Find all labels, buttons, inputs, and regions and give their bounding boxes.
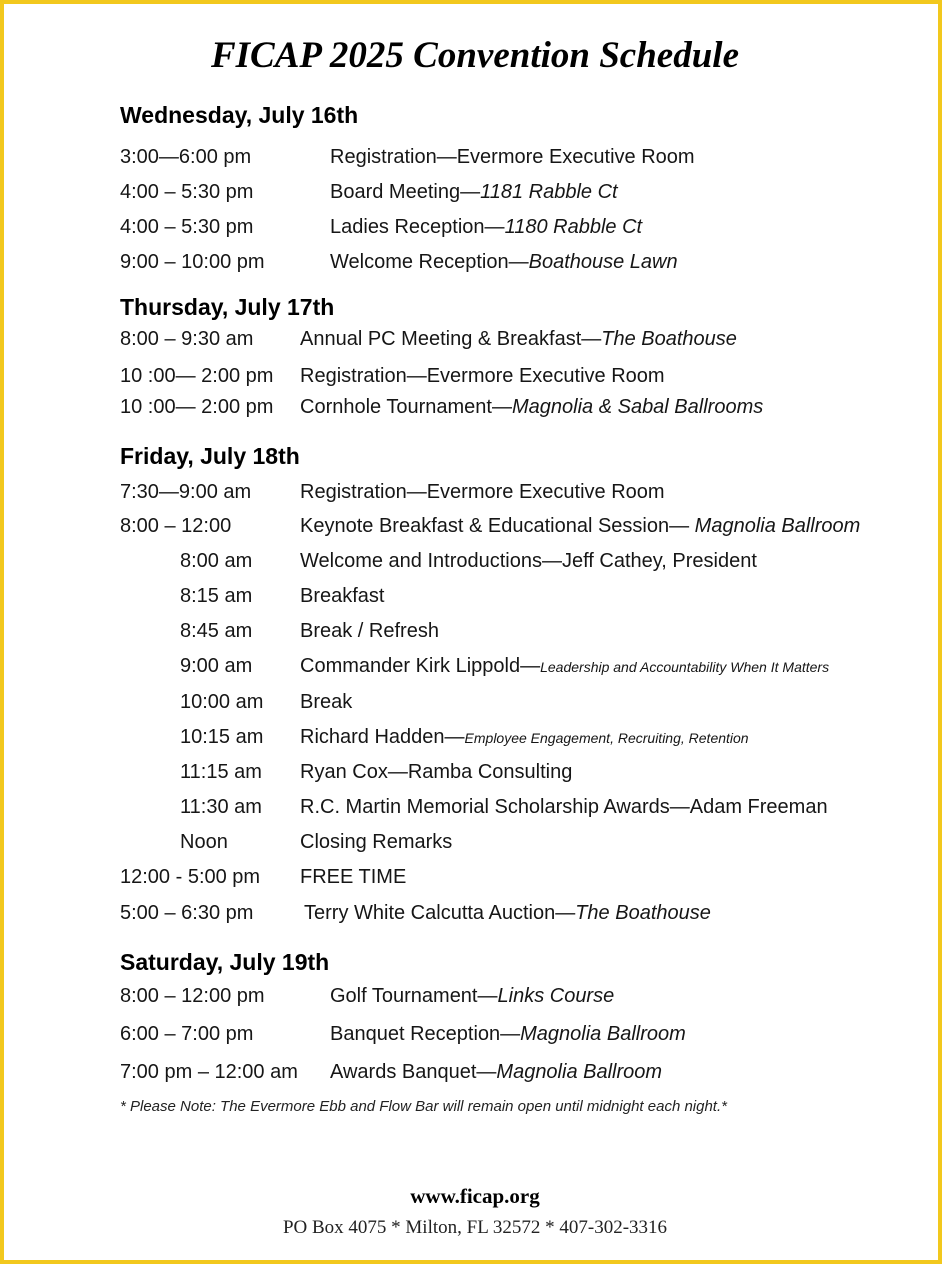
website-link[interactable]: www.ficap.org <box>410 1184 540 1208</box>
row-venue: Boathouse Lawn <box>528 251 678 273</box>
row-activity: Breakfast <box>300 585 385 607</box>
row-venue: 1180 Rabble Ct <box>504 216 643 238</box>
row-venue: Magnolia Ballroom <box>520 1023 686 1045</box>
row-activity: Closing Remarks <box>300 831 453 853</box>
row-time: 10 :00— 2:00 pm <box>120 396 274 418</box>
row-time: 8:45 am <box>180 620 253 642</box>
row-time: 6:00 – 7:00 pm <box>120 1023 254 1045</box>
row-activity: Banquet Reception—Magnolia Ballroom <box>330 1023 686 1045</box>
row-venue: Employee Engagement, Recruiting, Retention <box>464 730 749 746</box>
row-activity: Keynote Breakfast & Educational Session— Magnolia Ballroom <box>300 515 861 537</box>
row-time: 7:30—9:00 am <box>120 481 252 503</box>
row-activity: Annual PC Meeting & Breakfast—The Boathouse <box>300 328 737 350</box>
row-venue: Leadership and Accountability When It Matters <box>540 659 830 675</box>
row-venue: Magnolia Ballroom <box>496 1061 663 1083</box>
row-activity: Break <box>300 691 353 713</box>
row-time: 8:00 am <box>180 550 253 572</box>
row-venue: The Boathouse <box>601 328 737 350</box>
row-time: 9:00 am <box>180 655 253 677</box>
row-activity: Cornhole Tournament—Magnolia & Sabal Ballrooms <box>300 396 764 418</box>
row-time: 3:00—6:00 pm <box>120 146 252 168</box>
row-time: 4:00 – 5:30 pm <box>120 181 254 203</box>
row-time: 11:15 am <box>180 761 262 783</box>
row-activity: Terry White Calcutta Auction—The Boathouse <box>304 902 711 924</box>
row-venue: The Boathouse <box>575 902 711 924</box>
row-time: 12:00 - 5:00 pm <box>120 866 261 888</box>
row-venue: Magnolia Ballroom <box>694 515 861 537</box>
day-heading-friday: Friday, July 18th <box>120 443 300 469</box>
row-activity: Registration—Evermore Executive Room <box>300 481 665 503</box>
row-time: 9:00 – 10:00 pm <box>120 251 265 273</box>
page-title: FICAP 2025 Convention Schedule <box>210 35 739 76</box>
row-activity: Board Meeting—1181 Rabble Ct <box>330 181 618 203</box>
row-time: 8:00 – 12:00 pm <box>120 985 265 1007</box>
day-heading-wednesday: Wednesday, July 16th <box>120 102 359 128</box>
row-time: 4:00 – 5:30 pm <box>120 216 254 238</box>
row-activity: Richard Hadden—Employee Engagement, Recruiting, Retention <box>300 726 749 748</box>
row-time: 10:00 am <box>180 691 264 713</box>
row-time: 7:00 pm – 12:00 am <box>120 1061 298 1083</box>
row-activity: Registration—Evermore Executive Room <box>330 146 695 168</box>
row-activity: Golf Tournament—Links Course <box>330 985 615 1007</box>
row-venue: 1181 Rabble Ct <box>480 181 618 203</box>
row-activity: R.C. Martin Memorial Scholarship Awards—Adam Freeman <box>300 796 828 818</box>
row-activity: Welcome Reception—Boathouse Lawn <box>330 251 678 273</box>
footnote: * Please Note: The Evermore Ebb and Flow Bar will remain open until midnight each night.* <box>120 1098 727 1115</box>
row-activity: Break / Refresh <box>300 620 439 642</box>
row-time: 5:00 – 6:30 pm <box>120 902 254 924</box>
row-activity: Registration—Evermore Executive Room <box>300 365 665 387</box>
row-activity: Awards Banquet—Magnolia Ballroom <box>330 1061 663 1083</box>
row-time: 10:15 am <box>180 726 264 748</box>
row-activity: Ladies Reception—1180 Rabble Ct <box>330 216 643 238</box>
row-activity: FREE TIME <box>300 866 407 888</box>
row-time: 10 :00— 2:00 pm <box>120 365 274 387</box>
row-time: 8:15 am <box>180 585 253 607</box>
row-time: Noon <box>180 831 228 853</box>
row-venue: Magnolia & Sabal Ballrooms <box>511 396 764 418</box>
day-heading-saturday: Saturday, July 19th <box>120 949 330 975</box>
day-heading-thursday: Thursday, July 17th <box>120 294 335 320</box>
row-activity: Welcome and Introductions—Jeff Cathey, President <box>300 550 757 572</box>
row-time: 8:00 – 9:30 am <box>120 328 254 350</box>
row-time: 8:00 – 12:00 <box>120 515 232 537</box>
row-activity: Commander Kirk Lippold—Leadership and Accountability When It Matters <box>300 655 830 677</box>
row-venue: Links Course <box>497 985 615 1007</box>
row-time: 11:30 am <box>180 796 262 818</box>
contact-address: PO Box 4075 * Milton, FL 32572 * 407-302-3316 <box>282 1217 668 1238</box>
row-activity: Ryan Cox—Ramba Consulting <box>300 761 573 783</box>
